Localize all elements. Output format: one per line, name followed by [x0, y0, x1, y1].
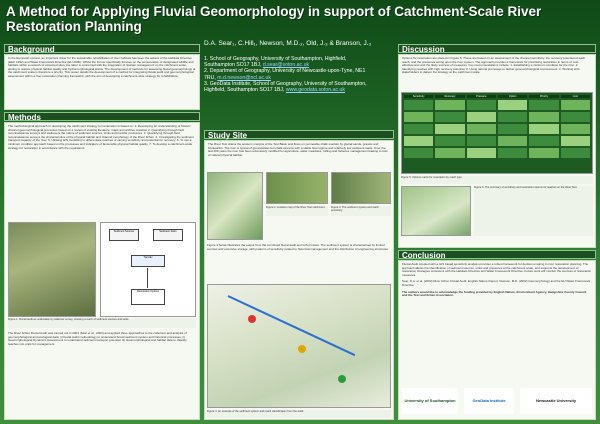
matrix-header-cost: Cost: [561, 95, 590, 98]
newcastle-university-logo: Newcastle University: [520, 388, 592, 414]
background-text: In the European context, an important driver for the sustainable rehabilitation of river habitats has been the advent of the Habitats Directive (EEC 1992) and Water Framework Directive (EU 2000). Whilst the former specifically focuses on the conservation of designated wildlife and habitats within a network of protected sites, the latter is concerned with the integration of riparian management on the catchment scale, aiming to restore physical habitat quality and hydromorphological status. The development of methods for assessing fluvial geomorphology at the catchment scale is therefore a priority. This poster details the development of a method for integrating fluvial audit and geomorphological assessment within a river restoration planning framework, with the aim of developing a catchment-wide strategy for rehabilitation.: [8, 56, 196, 78]
methods-text: The methodological approach to developing the catchment strategy for restoration is based on: 1. Developing an understanding of historic channel geomorphological processes based on a review of existing literature, maps and archive material. 2. Quantifying through field reconnaissance surveys and walkovers the nature of sediment sources, sinks and transfer processes. 3. Quantifying through field reconnaissance surveys the characteristics of the physical habitat and channel morphology of the River Itchen. 4. Investigating the sediment transport capacity of the river. 5. Utilising GIS modelling to differentiate reaches of varying sensitivity and potential for recovery. 6. To use a minimum condition approach based on the processes and indicators of favourable physical habitat quality. 7. To develop a catchment-scale strategy for restoration in accordance with the regulations.: [8, 124, 194, 150]
methods-heading: Methods: [4, 112, 200, 121]
affiliation-2b: 7RU, m.d.newson@ncl.ac.uk: [204, 74, 271, 81]
map-marker-green: [338, 375, 346, 383]
acknowledgements-text: The authors would like to acknowledge the funding provided by English Nature, Environment Agency, Hampshire County Council and the Test and Itchen Association.: [402, 289, 587, 298]
diagram-box-sources: Sediment Sources: [109, 229, 139, 241]
university-of-southampton-logo: University of Southampton: [402, 388, 458, 414]
methods-text-2: The River Itchen Fluvial Audit was carried out in 2003 (Sear et al., 2003) and applied three approaches to the collection and analysis of geomorphological and ecological data: i) Fluvial Audit methodology to understand broad sediment system and historical processes; ii) Geomorphological Dynamics Assessment to understand sediment transport potential; iii) Geomorphological and habitat data to classify reaches into units for management.: [8, 332, 187, 346]
river-line: [228, 295, 356, 356]
discussion-text: Options for restoration are placed in Figure 5. These are based on an assessment of the channel sensitivity, the recovery potential of each reach, and the pressures acting upon the river system. The approach provides a framework for prioritising restoration in terms of cost-effectiveness and the likely success of measures. Key recommendations include: 1. Establishing a minimum condition for the river. 2. Identifying reaches with high recovery potential. 3. Using natural processes to deliver geomorphological improvement. 4. Working with stakeholders to deliver the strategy at the catchment scale.: [402, 56, 586, 75]
email-link-1[interactable]: d.sear@soton.ac.uk: [262, 62, 310, 69]
poster-title: A Method for Applying Fluvial Geomorphology in support of Catchment-Scale River Restoration Planning: [6, 4, 542, 34]
options-matrix: [401, 92, 593, 174]
conclusion-heading: Conclusion: [398, 250, 596, 259]
map-marker-yellow: [298, 345, 306, 353]
river-photo-2: [331, 172, 391, 204]
river-photo-1: [266, 172, 328, 204]
sediment-system-map: [207, 284, 391, 408]
figure-1-caption: Figure 1. Fluvial audit as undertaken by walkover survey, showing a reach of sediment sources and sinks.: [8, 318, 196, 328]
figure-6-caption: Figure 6. The summary of sensitivity and restoration options for reaches on the River Test.: [474, 186, 593, 236]
diagram-box-restoration: Restoration Options: [131, 289, 165, 305]
poster-authors: D.A. Sear₁, C.Hill₁, Newson, M.D.₂, Old, J.₃ & Branson, J.₃: [204, 40, 372, 47]
options-matrix-header: [402, 93, 592, 100]
affiliation-1: 1. School of Geography, University of Southampton, Highfield,: [204, 56, 347, 62]
study-site-heading: Study Site: [204, 130, 394, 139]
affiliation-1b: Southampton SO17 1BJ, d.sear@soton.ac.uk: [204, 62, 310, 69]
affiliation-3b: Highfield, Southampton SO17 1BJ, www.geodata.soton.ac.uk: [204, 87, 346, 94]
conclusion-text: Fluvial Audit coupled with a GIS based sensitivity analysis provides a robust framework for decision-making in river restoration planning. The approach allows the identification of sediment sources, sinks and pressures at the catchment scale, and supports the development of restoration strategies consistent with the Habitats Directive and Water Framework Directive. Future work will monitor the success of restoration measures.: [402, 262, 592, 277]
background-heading: Background: [4, 44, 200, 53]
fluvial-audit-photo: [8, 222, 96, 317]
figure-5-caption: Figure 5. Options matrix for restoration by reach type.: [401, 176, 593, 184]
figure-4-caption: Figure 4. An example of the sediment system and reach classification from the audit.: [207, 410, 391, 418]
reach-map: [401, 186, 471, 236]
geodata-logo: GeoData Institute: [464, 388, 514, 414]
affiliation-3: 3. GeoData Institute, School of Geography, University of Southampton,: [204, 80, 367, 87]
affiliation-2: 2. Department of Geography, University of Newcastle-upon-Tyne, NE1: [204, 68, 366, 75]
web-link-3[interactable]: www.geodata.soton.ac.uk: [285, 87, 346, 94]
location-map: [207, 172, 263, 240]
matrix-header-priority: Priority: [529, 95, 558, 98]
methods-flow-diagram: [100, 222, 196, 317]
matrix-header-sensitivity: Sensitivity: [404, 95, 433, 98]
diagram-arrow: [147, 268, 148, 288]
figure-2-caption: Figure 2. Location map of the River Test catchment.: [266, 206, 328, 216]
map-marker-red: [248, 315, 256, 323]
diagram-box-transfer: Transfer: [131, 255, 165, 267]
matrix-header-option: Option: [498, 95, 527, 98]
email-link-2[interactable]: m.d.newson@ncl.ac.uk: [217, 74, 271, 81]
matrix-header-pressure: Pressure: [467, 95, 496, 98]
references-text: Sear, D.A. et al. (2003) River Itchen Fluvial Audit. English Nature Report. Newson, M.D. (2002) Geomorphology and the EU Water Framework Directive.: [402, 279, 591, 287]
diagram-box-sinks: Sediment Sinks: [153, 229, 183, 241]
affiliations: [204, 56, 394, 93]
study-site-text: The River Test drains the western margins of the Test Basin and flows on permeable chalk overlain by glacial sands, gravels and brickearths. The river is typical of groundwater-fed chalk streams with a stable flow regime and relatively low sediment loads. Over the last 200 years the river has been extensively modified for agriculture, water meadows, milling and fisheries management leading to loss of natural physical habitat.: [208, 142, 388, 157]
matrix-header-recovery: Recovery: [435, 95, 464, 98]
discussion-heading: Discussion: [398, 44, 596, 53]
background-panel: [4, 54, 200, 110]
figure-3-caption: Figure 3. The sediment system and reach sensitivity.: [331, 206, 391, 216]
options-matrix-body: [402, 100, 592, 158]
study-site-text-2: Figure 4 below illustrates the output from the combined fluvial audit and GIS process. The sediment system is characterised by limited sources and extensive storage, with patterns of sensitivity related to historical management and the distribution of engineering structures.: [207, 244, 389, 251]
